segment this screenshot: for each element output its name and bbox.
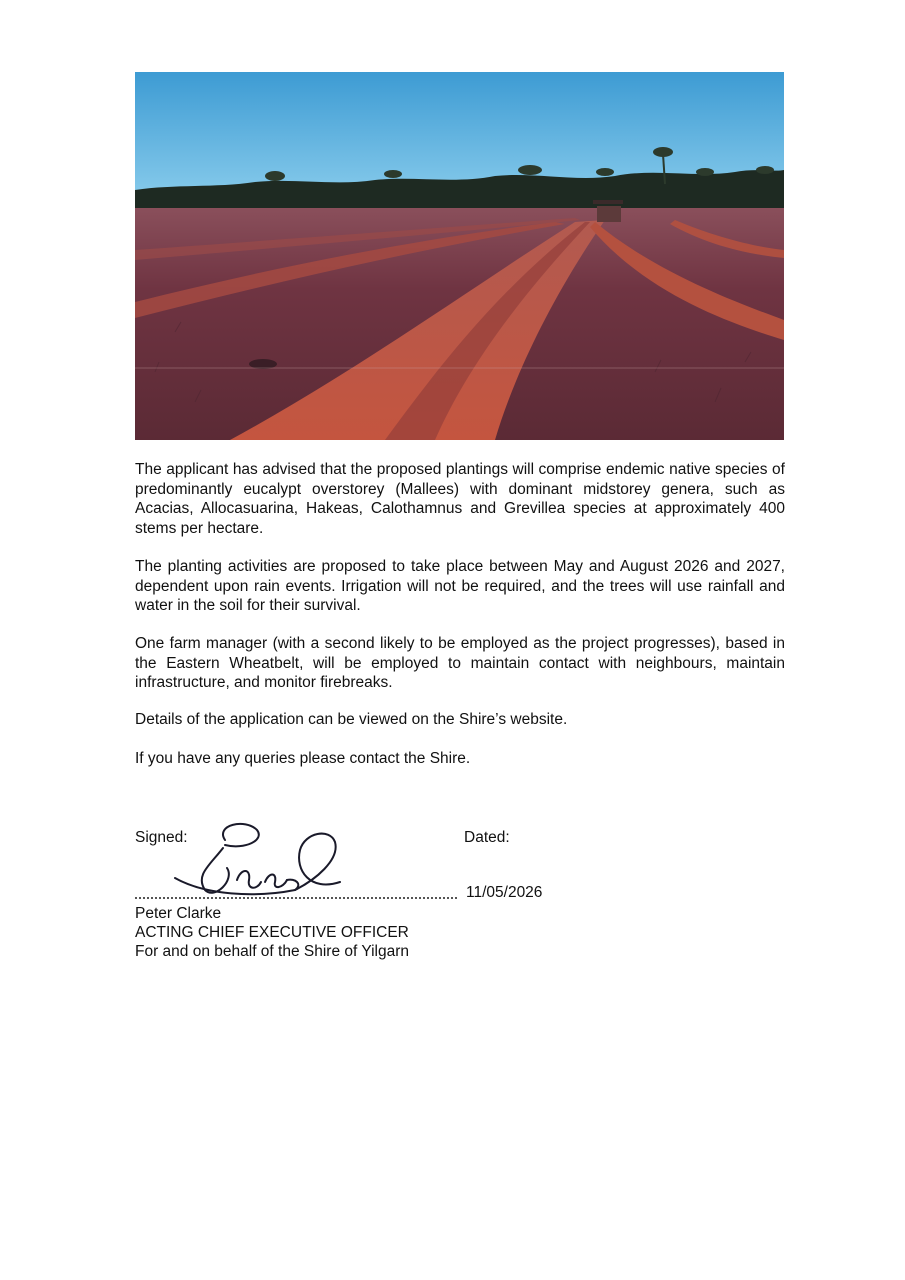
dated-label: Dated: — [464, 829, 510, 846]
paddock-photo — [135, 72, 784, 440]
signatory-title: ACTING CHIEF EXECUTIVE OFFICER — [135, 924, 409, 941]
handwritten-signature — [165, 820, 355, 905]
paragraph-queries: If you have any queries please contact the Shire. — [135, 750, 471, 767]
signed-label: Signed: — [135, 829, 188, 846]
paragraph-farm-manager: One farm manager (with a second likely to be employed as the project progresses), based in the Eastern Wheatbelt, will be employed to maintain contact with neighbours, maintain infrastructure, and monitor firebreaks. — [135, 635, 785, 691]
signatory-on-behalf: For and on behalf of the Shire of Yilgarn — [135, 943, 410, 960]
paragraph-plantings: The applicant has advised that the proposed plantings will comprise endemic native species of predominantly eucalypt overstorey (Mallees) with dominant midstorey genera, such as Acacias, Allocasuarina, Hakeas, Calothamnus and Grevillea species at approximately 400 stems per hectare. — [135, 461, 785, 537]
paragraph-planting-activities: The planting activities are proposed to take place between May and August 2026 and 2027, dependent upon rain events. Irrigation will not be required, and the trees will use rainfall and water in the soil for their survival. — [135, 558, 785, 614]
signatory-name: Peter Clarke — [135, 905, 222, 922]
date-value: 11/05/2026 — [466, 884, 543, 901]
paragraph-details: Details of the application can be viewed on the Shire’s website. — [135, 711, 568, 728]
